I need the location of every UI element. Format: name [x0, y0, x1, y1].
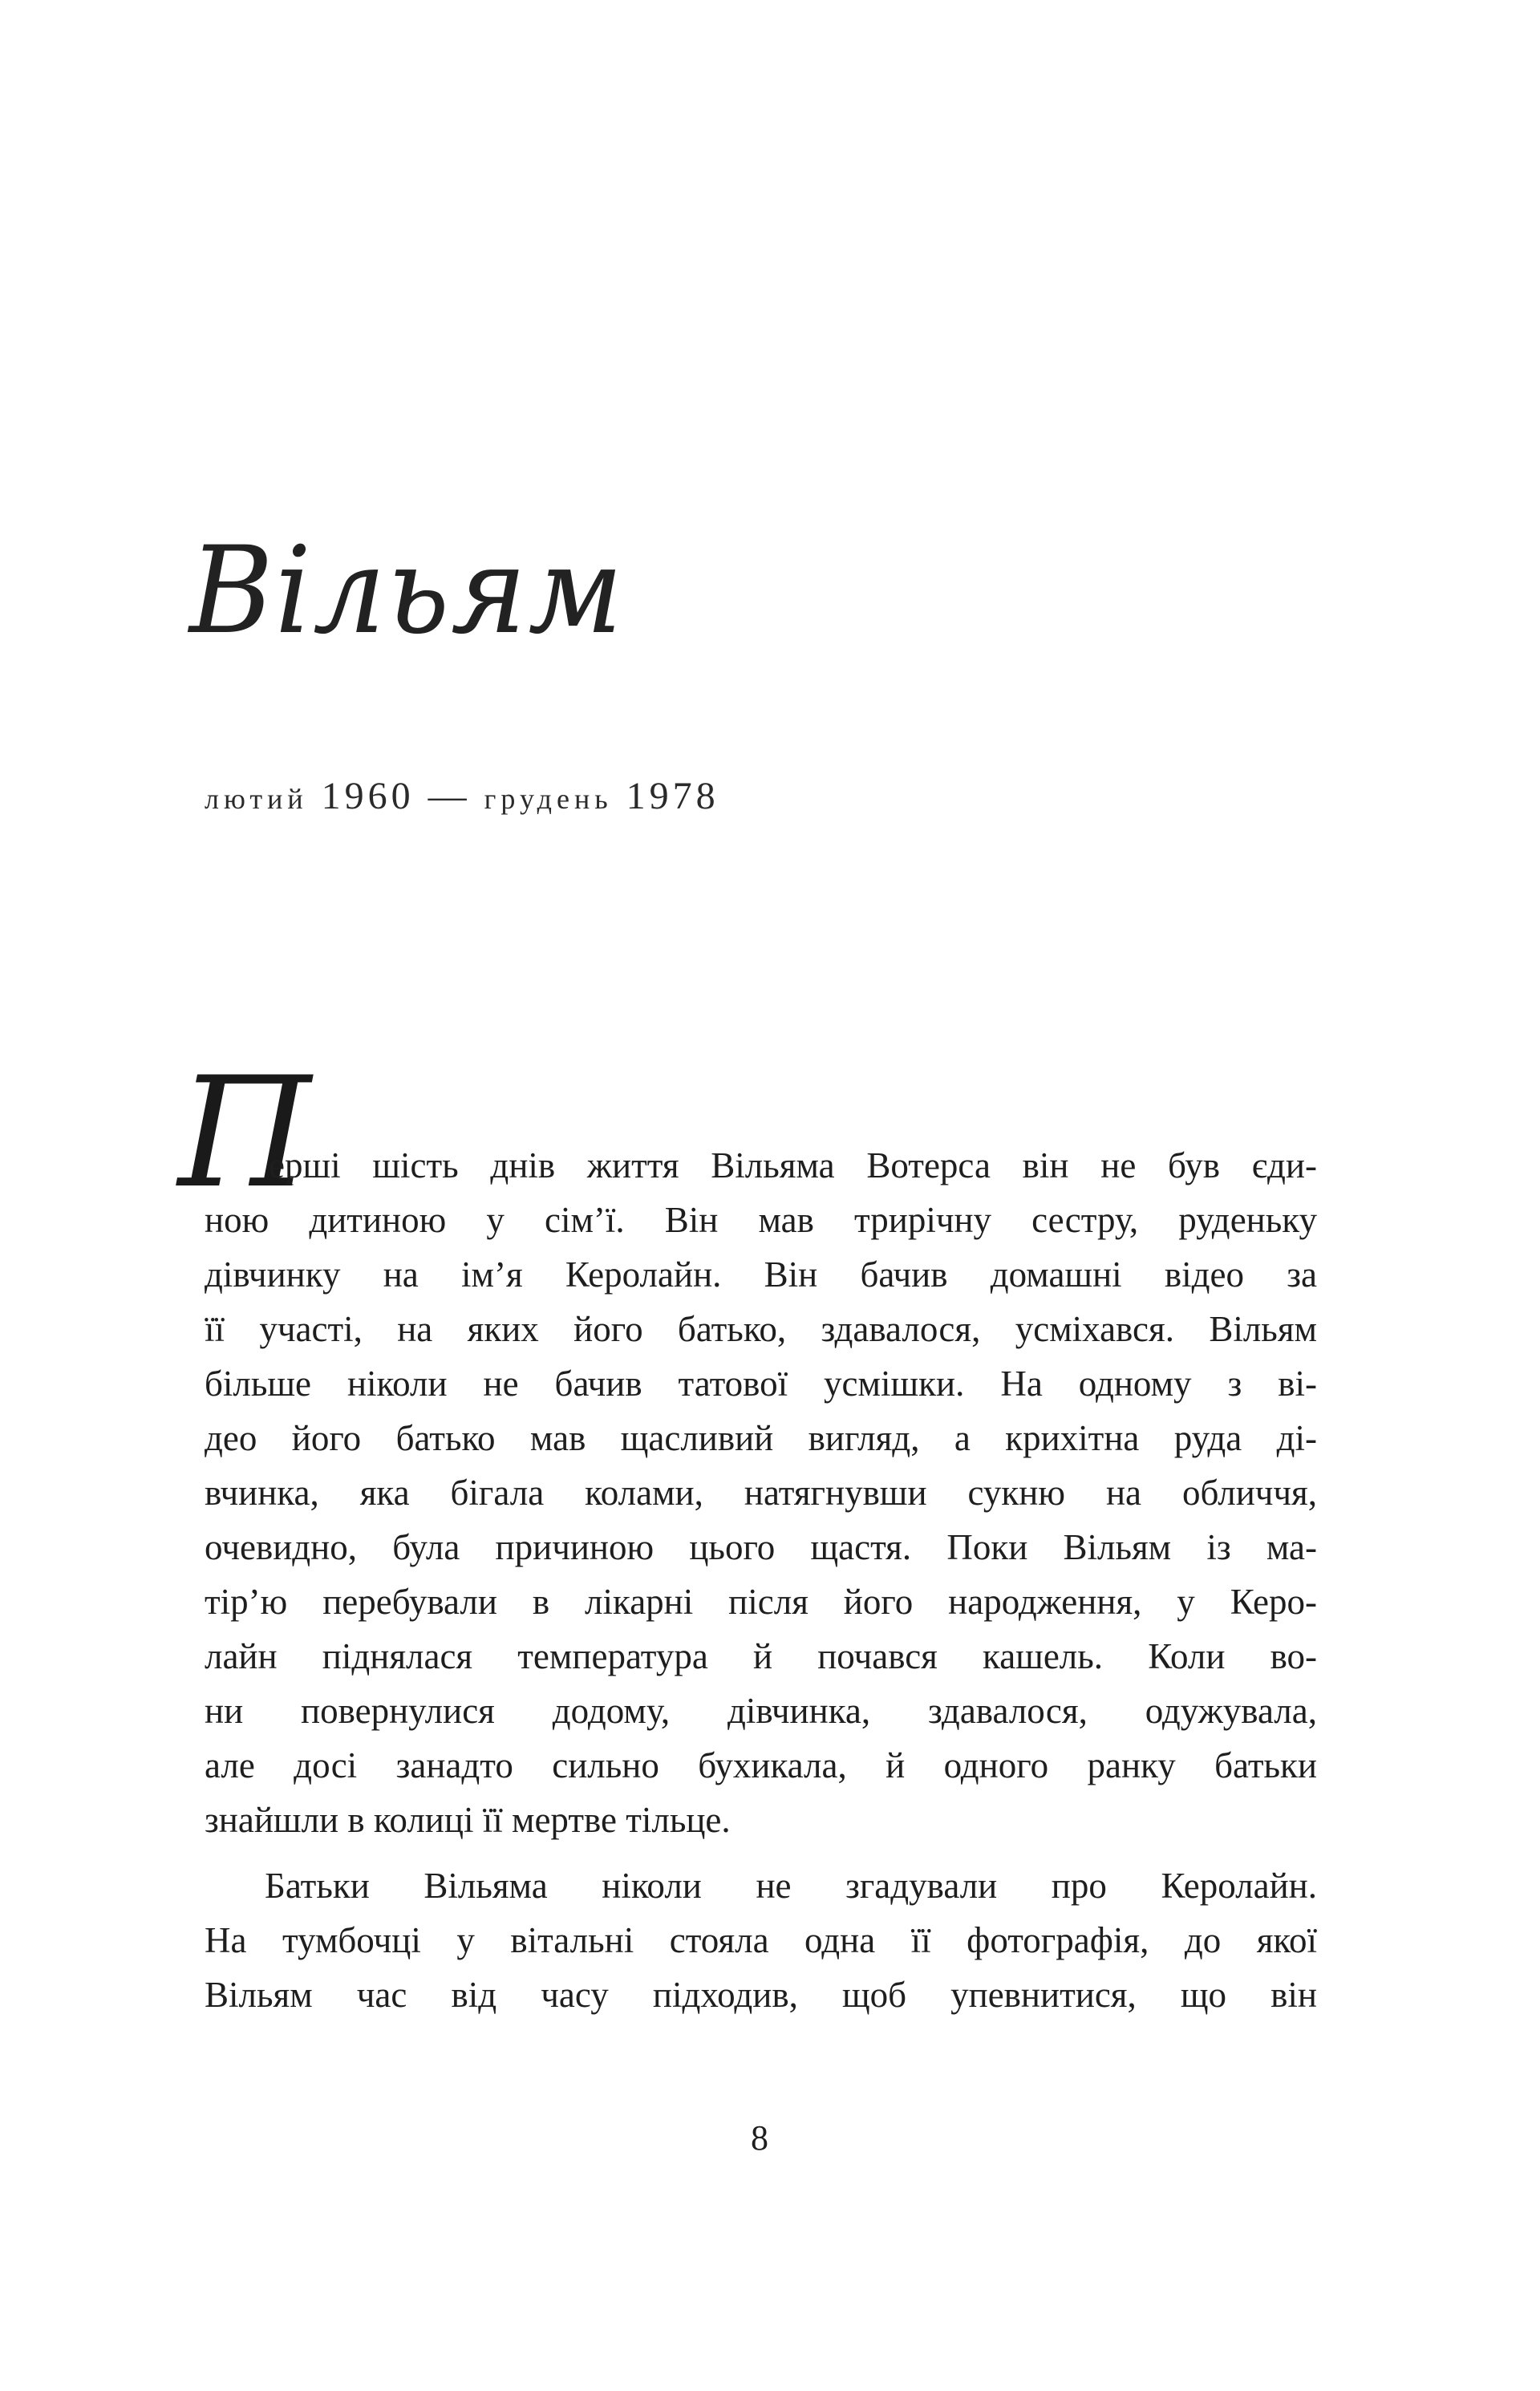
date-from-month: лютий [205, 783, 308, 815]
date-to-month: грудень [484, 783, 613, 815]
text-line: део його батько мав щасливий вигляд, а крихітна руда ді- [205, 1418, 1317, 1458]
page-number: 8 [751, 2118, 768, 2158]
text-line: На тумбочці у вітальні стояла одна її фотографія, до якої [205, 1920, 1317, 1960]
body-text [205, 1138, 1317, 2022]
text-line: дівчинку на ім’я Керолайн. Він бачив домашні відео за [205, 1254, 1317, 1295]
text-line: очевидно, була причиною цього щастя. Поки Вільям із ма- [205, 1527, 1317, 1567]
text-line: більше ніколи не бачив татової усмішки. На одному з ві- [205, 1364, 1317, 1404]
text-line: тір’ю перебували в лікарні після його народження, у Керо- [205, 1582, 1317, 1622]
chapter-date-range [205, 774, 719, 818]
text-line: її участі, на яких його батько, здавалося, усміхався. Вільям [205, 1309, 1317, 1349]
paragraph-1 [205, 1138, 1317, 1847]
drop-cap: П [178, 1044, 311, 1222]
chapter-title: Вільям [189, 521, 625, 661]
date-dash: — [428, 775, 471, 817]
paragraph-2 [205, 1858, 1317, 2022]
date-to-year: 1978 [626, 775, 719, 817]
text-line: але досі занадто сильно бухикала, й одного ранку батьки [205, 1745, 1317, 1785]
text-line: знайшли в колиці її мертве тільце. [205, 1800, 731, 1840]
text-line: ною дитиною у сім’ї. Він мав трирічну сестру, руденьку [205, 1200, 1317, 1240]
text-line: вчинка, яка бігала колами, натягнувши сукню на обличчя, [205, 1473, 1317, 1513]
text-line: лайн піднялася температура й почався кашель. Коли во- [205, 1636, 1317, 1676]
text-line: ни повернулися додому, дівчинка, здавалося, одужувала, [205, 1691, 1317, 1731]
text-line: Вільям час від часу підходив, щоб упевнитися, що він [205, 1975, 1317, 2015]
text-line: Батьки Вільяма ніколи не згадували про Керолайн. [265, 1866, 1317, 1906]
text-line: ерші шість днів життя Вільяма Вотерса він не був єди- [269, 1145, 1317, 1185]
date-from-year: 1960 [321, 775, 415, 817]
